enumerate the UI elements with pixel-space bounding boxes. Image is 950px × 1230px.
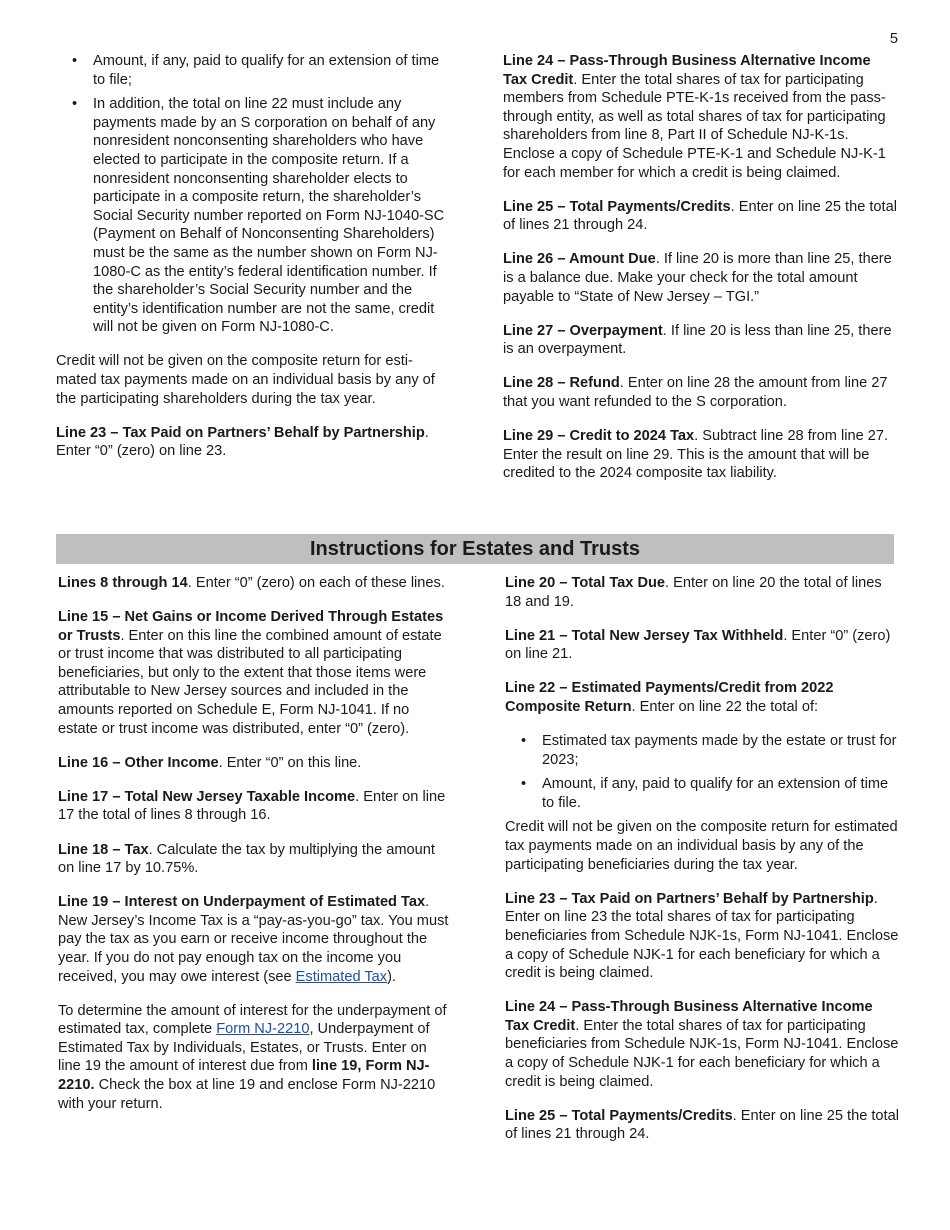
line-23-text: . Enter “0” (zero) on line 23. [56, 424, 429, 460]
line-18-text: . Calculate the tax by multiplying the amount on line 17 by 10.75%. [58, 841, 435, 877]
line-19-text-end: ). [387, 968, 396, 985]
line-19-text: . New Jersey’s Income Tax is a “pay-as-you-go” tax. You must pay the tax as you earn or receive income throughout the year. If you do not pay enough tax on the income you received, you may owe interest (see [58, 894, 449, 985]
line-22-heading: Line 22 – Estimated Payments/Credit from 2022 Composite Return [505, 680, 834, 715]
line-23-instruction [56, 424, 448, 461]
line-29-instruction [503, 427, 897, 483]
line-15-instruction [58, 608, 450, 738]
page-number: 5 [889, 31, 898, 47]
line-28-heading: Line 28 – Refund [503, 375, 620, 392]
section-title-banner: Instructions for Estates and Trusts [56, 534, 894, 564]
line-21-text: . Enter “0” (zero) on line 21. [505, 627, 891, 663]
line-19-heading: Line 19 – Interest on Underpayment of Estimated Tax [58, 894, 426, 911]
line-24-estates-text: . Enter the total shares of tax for participating beneficiaries from Schedule NJK-1s, Form NJ-1041. Enclose a copy of Schedule NJK-1 for each beneficiary for which a credit is being claimed. [505, 1017, 899, 1090]
top-right-column [503, 52, 897, 498]
line-28-text: . Enter on line 28 the amount from line 27 that you want refunded to the S corporation. [503, 375, 888, 410]
list-item: • Estimated tax payments made by the estate or trust for 2023; [542, 732, 899, 769]
line-24-text: . Enter the total shares of tax for participating members from Schedule PTE-K-1s received from the pass-through entity, as well as total shares of tax for participating shareholders from line 8, Part II of Schedule NJ-K-1s. Enclose a copy of Schedule PTE-K-1 and Schedule NJ-K-1 for each member for which a credit is being claimed. [503, 71, 886, 181]
line-16-text: . Enter “0” on this line. [218, 754, 362, 771]
line-22-instruction [505, 679, 899, 716]
line-24-estates-instruction [505, 998, 899, 1091]
line-27-instruction [503, 322, 897, 359]
interest-text-2: , Underpayment of Estimated Tax by Individuals, Estates, or Trusts. Enter on line 19 the amount of interest due from [58, 1021, 430, 1075]
line-29-text: . Subtract line 28 from line 27. Enter the result on line 29. This is the amount that will be credited to the 2024 composite tax liability. [503, 428, 889, 482]
line-29-heading: Line 29 – Credit to 2024 Tax [503, 428, 695, 444]
line-26-heading: Line 26 – Amount Due [503, 251, 656, 268]
line-20-heading: Line 20 – Total Tax Due [505, 575, 666, 591]
lines-8-14-text: . Enter “0” (zero) on each of these lines. [187, 575, 445, 591]
line-21-heading: Line 21 – Total New Jersey Tax Withheld [505, 627, 784, 644]
line-25-heading: Line 25 – Total Payments/Credits [503, 198, 731, 215]
line-27-text: . If line 20 is less than line 25, there is an overpayment. [503, 322, 892, 358]
line-18-instruction [58, 841, 450, 878]
line-25-text: . Enter on line 25 the total of lines 21 through 24. [503, 198, 897, 234]
line-19-instruction [58, 893, 450, 986]
estimated-tax-link[interactable]: Estimated Tax [295, 968, 388, 985]
line-24-heading: Line 24 – Pass-Through Business Alternative Income Tax Credit [503, 53, 871, 88]
line-25-estates-instruction [505, 1107, 899, 1144]
line-17-text: . Enter on line 17 the total of lines 8 through 16. [58, 788, 446, 824]
credit-note-shareholders: Credit will not be given on the composite return for estimated tax payments made on an individual basis by any of the participating shareholders during the tax year. [56, 353, 435, 407]
line-25-estates-text: . Enter on line 25 the total of lines 21 through 24. [505, 1107, 899, 1143]
line-23-heading: Line 23 – Tax Paid on Partners’ Behalf by Partnership [56, 424, 425, 441]
lines-8-14-heading: Lines 8 through 14 [58, 575, 188, 591]
interest-bold-ref: line 19, Form NJ-2210. [58, 1058, 430, 1094]
line-18-heading: Line 18 – Tax [58, 841, 149, 858]
interest-instruction [58, 1002, 450, 1114]
line-15-text: . Enter on this line the combined amount of estate or trust income that was distributed to all participating beneficiaries, but only to the extent that those items were attributable to New Jersey sources and included in the amounts reported on Schedule E, Form NJ-1041. If no estate or trust income was distributed, enter “0” (zero). [58, 627, 442, 737]
interest-text-3: Check the box at line 19 and enclose Form NJ-2210 with your return. [58, 1077, 436, 1112]
line-17-instruction [58, 788, 450, 825]
line-24-instruction [503, 52, 897, 182]
interest-text-1: To determine the amount of interest for the underpayment of estimated tax, complete [58, 1002, 447, 1038]
bottom-right-column [505, 574, 899, 1159]
line-25-instruction [503, 198, 897, 235]
list-item: • Amount, if any, paid to qualify for an extension of time to file. [542, 775, 899, 812]
line-23-estates-text: . Enter on line 23 the total shares of tax for participating beneficiaries from Schedule NJK-1s, Form NJ-1041. Enclose a copy of Schedule NJK-1 for each beneficiary for which a credit is being claimed. [505, 890, 899, 982]
line-26-instruction [503, 250, 897, 306]
line-15-heading: Line 15 – Net Gains or Income Derived Through Estates or Trusts [58, 609, 444, 644]
line-26-text: . If line 20 is more than line 25, there is a balance due. Make your check for the total amount payable to “State of New Jersey – TGI.” [503, 251, 892, 305]
line-22-text: . Enter on line 22 the total of: [631, 698, 819, 715]
line-25-estates-heading: Line 25 – Total Payments/Credits [505, 1107, 733, 1124]
estimated-payments-bullet-list [505, 732, 899, 812]
line-20-text: . Enter on line 20 the total of lines 18 and 19. [505, 575, 882, 610]
list-item: • Amount, if any, paid to qualify for an extension of time to file; [93, 52, 448, 89]
lines-8-14-instruction [58, 574, 450, 593]
credit-note-beneficiaries: Credit will not be given on the composite return for estimated tax payments made on an individual basis by any of the participating beneficiaries during the tax year. [505, 819, 898, 873]
bottom-left-column [58, 574, 450, 1129]
list-item: • In addition, the total on line 22 must include any payments made by an S corporation on behalf of any nonresident nonconsenting shareholders who have elected to participate in the composite return. If a nonresident nonconsenting shareholder elects to participate in a composite return, the shareholder’s Social Security number reported on Form NJ-1040-SC (Payment on Behalf of Nonconsenting Shareholders) must be the same as the number shown on Form NJ-1080-C as the entity’s federal identification number. If the shareholder’s Social Security number and the entity’s identification number are not the same, credit will not be given on Form NJ-1080-C. [93, 95, 448, 337]
line-28-instruction [503, 374, 897, 411]
line-23-estates-heading: Line 23 – Tax Paid on Partners’ Behalf by Partnership [505, 890, 874, 907]
line-27-heading: Line 27 – Overpayment [503, 322, 663, 339]
line-23-estates-instruction [505, 890, 899, 983]
line-24-estates-heading: Line 24 – Pass-Through Business Alternative Income Tax Credit [505, 999, 873, 1034]
line-20-instruction [505, 574, 899, 611]
line-16-heading: Line 16 – Other Income [58, 754, 219, 771]
line-16-instruction [58, 754, 450, 773]
form-nj-2210-link[interactable]: Form NJ-2210 [216, 1021, 310, 1038]
line-17-heading: Line 17 – Total New Jersey Taxable Income [58, 788, 356, 805]
extension-bullet-list [56, 52, 448, 337]
top-left-column [56, 52, 448, 476]
line-21-instruction [505, 627, 899, 664]
